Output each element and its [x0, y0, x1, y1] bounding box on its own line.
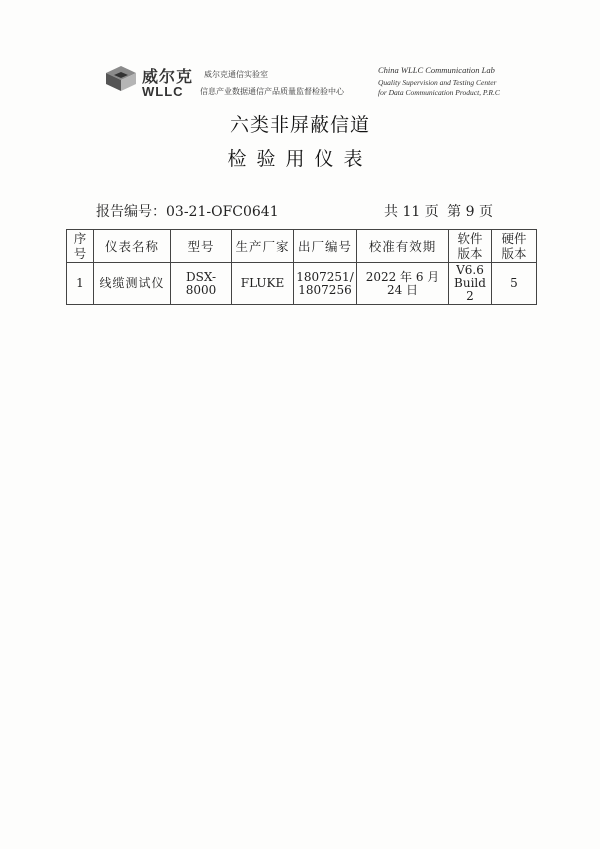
cell-maker: FLUKE	[232, 263, 294, 305]
letterhead	[0, 0, 600, 110]
header-software: 软件版本	[449, 230, 492, 263]
cell-software: V6.6 Build 2	[449, 263, 492, 305]
lab-name-en: China WLLC Communication Lab	[378, 65, 495, 75]
cell-model: DSX-8000	[171, 263, 232, 305]
brand-name-en: WLLC	[142, 84, 184, 99]
table-row	[67, 263, 537, 305]
cell-serial: 1807251/ 1807256	[294, 263, 357, 305]
cell-name: 线缆测试仪	[94, 263, 171, 305]
wllc-logo-icon	[104, 64, 138, 92]
cell-calibration: 2022 年 6 月 24 日	[357, 263, 449, 305]
header-no: 序号	[67, 230, 94, 263]
header-model: 型号	[171, 230, 232, 263]
document-subtitle: 检验用仪表	[227, 148, 373, 170]
cell-hardware: 5	[492, 263, 537, 305]
header-name: 仪表名称	[94, 230, 171, 263]
lab-name-cn: 威尔克通信实验室	[204, 70, 268, 79]
header-hardware: 硬件版本	[492, 230, 537, 263]
page-info	[384, 201, 497, 221]
table-header-row	[67, 230, 537, 263]
brand-name-cn: 威尔克	[142, 67, 194, 86]
current-page: 第 9 页	[447, 204, 493, 220]
header-serial: 出厂编号	[294, 230, 357, 263]
center-name-en-line1: Quality Supervision and Testing Center	[378, 78, 497, 87]
center-name-cn: 信息产业数据通信产品质量监督检验中心	[200, 87, 344, 96]
report-number: 报告编号：03-21-OFC0641	[96, 204, 279, 220]
header-maker: 生产厂家	[232, 230, 294, 263]
total-pages: 共 11 页	[384, 204, 439, 220]
header-calibration: 校准有效期	[357, 230, 449, 263]
instrument-table	[66, 229, 537, 305]
document-title: 六类非屏蔽信道	[229, 114, 370, 136]
cell-no: 1	[67, 263, 94, 305]
center-name-en-line2: for Data Communication Product, P.R.C	[378, 88, 500, 97]
